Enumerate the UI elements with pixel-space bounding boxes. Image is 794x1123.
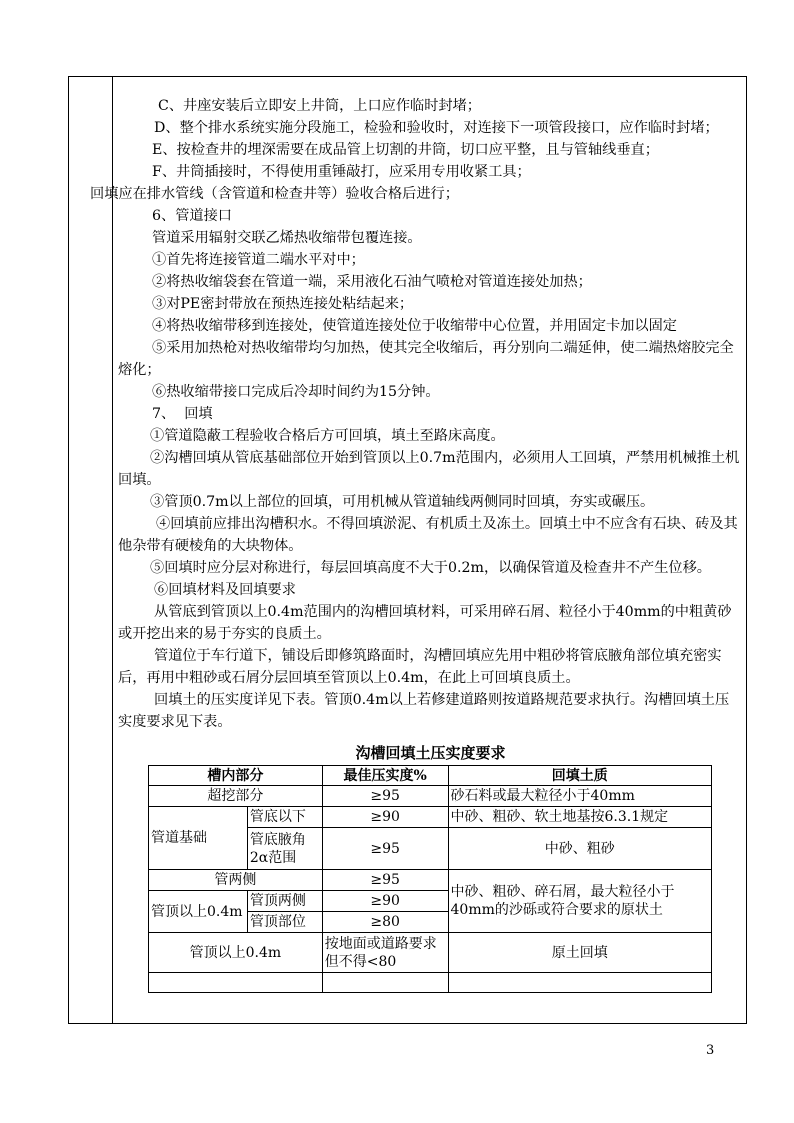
table-cell: 管顶两侧	[247, 891, 322, 912]
table-cell: 管底腋角2α范围	[247, 828, 322, 870]
table-cell: ≥90	[322, 891, 448, 912]
table-cell: 管底以下	[247, 807, 322, 828]
table-row	[149, 786, 712, 807]
table-cell: 管顶部位	[247, 912, 322, 933]
paragraph: 管道位于车行道下，铺设后即修筑路面时，沟槽回填应先用中粗砂将管底腋角部位填充密实后，再用中粗砂或石屑分层回填至管顶以上0.4m，在此上可回填良质土。	[118, 648, 722, 686]
left-column-divider	[112, 76, 113, 1024]
paragraph: ⑤回填时应分层对称进行，每层回填高度不大于0.2m，以确保管道及检查井不产生位移。	[150, 560, 711, 576]
section-heading: 7、 回填	[152, 406, 213, 422]
table-cell: ≥90	[322, 807, 448, 828]
paragraph: E、按检查井的埋深需要在成品管上切割的井筒，切口应平整，且与管轴线垂直；	[152, 142, 659, 158]
table-cell	[149, 973, 323, 993]
table-cell: 管顶以上0.4m	[149, 933, 323, 973]
paragraph: D、整个排水系统实施分段施工，检验和验收时，对连接下一项管段接口，应作临时封堵；	[154, 120, 719, 136]
table-cell: ≥95	[322, 828, 448, 870]
table-cell: 砂石料或最大粒径小于40mm	[448, 786, 712, 807]
section-heading: ⑥回填材料及回填要求	[154, 582, 296, 598]
paragraph: ①管道隐蔽工程验收合格后方可回填，填土至路床高度。	[150, 428, 505, 444]
table-cell: 管两侧	[149, 870, 323, 891]
paragraph: 从管底到管顶以上0.4m范围内的沟槽回填材料，可采用碎石屑、粒径小于40mm的中粗黄砂或开挖出来的易于夯实的良质土。	[118, 604, 732, 642]
page-number: 3	[706, 1043, 715, 1058]
table-cell: 原土回填	[448, 933, 712, 973]
compaction-table	[148, 765, 712, 993]
paragraph: ②沟槽回填从管底基础部位开始到管顶以上0.7m范围内，必须用人工回填，严禁用机械推土机回填。	[118, 450, 740, 488]
table-cell	[322, 973, 448, 993]
table-cell: ≥95	[322, 786, 448, 807]
body-text	[90, 95, 743, 733]
header-cell: 槽内部分	[149, 766, 323, 786]
paragraph: ④将热收缩带移到连接处，使管道连接处位于收缩带中心位置，并用固定卡加以固定	[152, 318, 677, 334]
table-row	[149, 807, 712, 828]
paragraph: ②将热收缩袋套在管道一端，采用液化石油气喷枪对管道连接处加热；	[152, 274, 592, 290]
paragraph: 回填应在排水管线（含管道和检查井等）验收合格后进行；	[90, 186, 459, 202]
table-cell: 超挖部分	[149, 786, 323, 807]
table-cell: ≥80	[322, 912, 448, 933]
table-cell: 按地面或道路要求但不得<80	[322, 933, 448, 973]
table-cell: 管顶以上0.4m	[149, 891, 248, 933]
table-cell: 管道基础	[149, 807, 248, 870]
paragraph: ③对PE密封带放在预热连接处粘结起来；	[152, 296, 414, 312]
paragraph: ⑤采用加热枪对热收缩带均匀加热，使其完全收缩后，再分别向二端延伸，使二端热熔胶完全熔化；	[118, 340, 734, 378]
table-cell: ≥95	[322, 870, 448, 891]
table-header-row	[149, 766, 712, 786]
header-cell: 回填土质	[448, 766, 712, 786]
paragraph: C、井座安装后立即安上井筒，上口应作临时封堵；	[158, 98, 481, 114]
paragraph: ⑥热收缩带接口完成后冷却时间约为15分钟。	[152, 384, 440, 400]
paragraph: ①首先将连接管道二端水平对中；	[152, 252, 365, 268]
paragraph: ③管顶0.7m以上部位的回填，可用机械从管道轴线两侧同时回填，夯实或碾压。	[150, 494, 655, 510]
table-row-empty	[149, 973, 712, 993]
paragraph: ④回填前应排出沟槽积水。不得回填淤泥、有机质土及冻土。回填土中不应含有石块、砖及其他杂带有硬棱角的大块物体。	[118, 516, 738, 554]
table-title: 沟槽回填土压实度要求	[355, 744, 506, 762]
table-cell: 中砂、粗砂	[448, 828, 712, 870]
table-row	[149, 933, 712, 973]
table-cell: 中砂、粗砂、碎石屑，最大粒径小于40mm的沙砾或符合要求的原状土	[448, 870, 712, 933]
paragraph: 管道采用辐射交联乙烯热收缩带包覆连接。	[152, 230, 422, 246]
table-row	[149, 870, 712, 891]
header-cell: 最佳压实度%	[322, 766, 448, 786]
paragraph: 回填土的压实度详见下表。管顶0.4m以上若修建道路则按道路规范要求执行。沟槽回填土压实度要求见下表。	[118, 692, 730, 730]
paragraph: F、井筒插接时，不得使用重锤敲打，应采用专用收紧工具；	[152, 164, 531, 180]
table-cell: 中砂、粗砂、软土地基按6.3.1规定	[448, 807, 712, 828]
section-heading: 6、管道接口	[152, 208, 232, 224]
table-cell	[448, 973, 712, 993]
